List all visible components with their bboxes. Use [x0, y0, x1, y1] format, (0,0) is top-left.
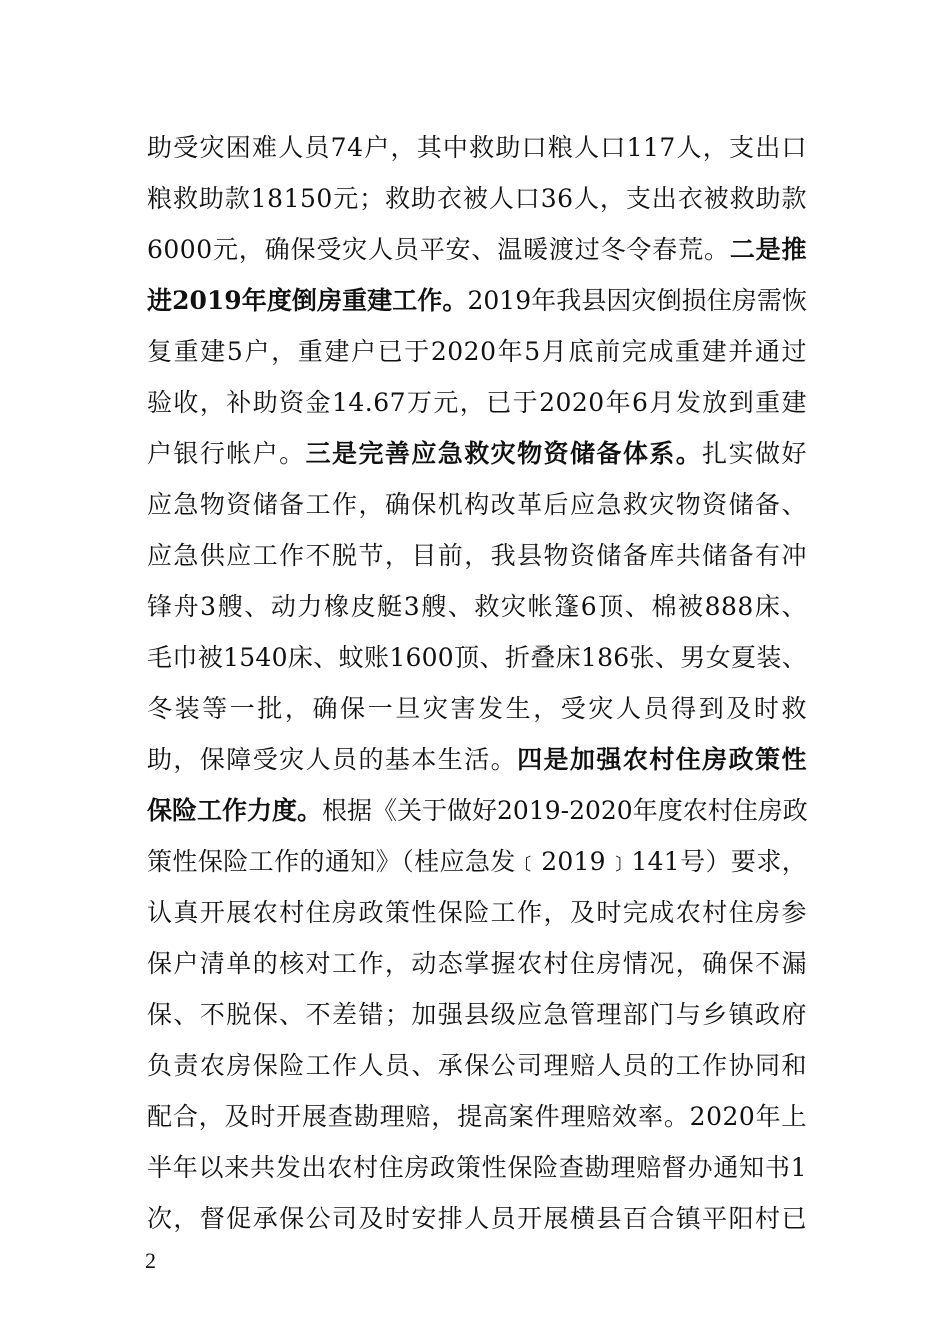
body-text: 根据《关于做好2019-2020年度农村住房政: [322, 796, 808, 825]
body-line: [147, 895, 807, 931]
body-line: [147, 793, 807, 829]
body-line: [147, 946, 807, 982]
body-text: 冬装等一批，确保一旦灾害发生，受灾人员得到及时救: [147, 694, 807, 723]
body-line: [147, 844, 807, 880]
body-text: 认真开展农村住房政策性保险工作，及时完成农村住房参: [147, 898, 807, 927]
bold-heading-text: 保险工作力度。: [147, 796, 323, 825]
body-line: [147, 589, 807, 625]
body-text: 毛巾被1540床、蚊账1600顶、折叠床186张、男女夏装、: [147, 643, 807, 672]
body-line: [147, 130, 807, 166]
body-text: 次，督促承保公司及时安排人员开展横县百合镇平阳村已: [147, 1204, 807, 1233]
body-text: 半年以来共发出农村住房政策性保险查勘理赔督办通知书1: [147, 1153, 807, 1182]
bold-heading-text: 二是推: [729, 235, 807, 264]
body-text: 扎实做好: [702, 439, 807, 468]
body-text: 负责农房保险工作人员、承保公司理赔人员的工作协同和: [147, 1051, 807, 1080]
body-text: 保户清单的核对工作，动态掌握农村住房情况，确保不漏: [147, 949, 807, 978]
bold-heading-text: 三是完善应急救灾物资储备体系。: [305, 439, 703, 468]
body-line: [147, 232, 807, 268]
body-line: [147, 640, 807, 676]
body-line: [147, 283, 807, 319]
bold-heading-text: 四是加强农村住房政策性: [517, 745, 807, 774]
body-text: 策性保险工作的通知》（桂应急发﹝2019﹞141号）要求，: [147, 847, 807, 876]
body-text: 配合，及时开展查勘理赔，提高案件理赔效率。2020年上: [147, 1102, 807, 1131]
body-line: [147, 1150, 807, 1186]
body-line: [147, 334, 807, 370]
body-text: 锋舟3艘、动力橡皮艇3艘、救灾帐篷6顶、棉被888床、: [147, 592, 807, 621]
bold-heading-text: 进2019年度倒房重建工作。: [147, 286, 468, 315]
body-line: [147, 1048, 807, 1084]
body-text: 验收，补助资金14.67万元，已于2020年6月发放到重建: [147, 388, 807, 417]
body-text: 应急物资储备工作，确保机构改革后应急救灾物资储备、: [147, 490, 807, 519]
body-line: [147, 691, 807, 727]
body-line: [147, 1099, 807, 1135]
body-line: [147, 385, 807, 421]
body-line: [147, 1201, 807, 1237]
body-line: [147, 487, 807, 523]
body-text: 2019年我县因灾倒损住房需恢: [467, 286, 807, 315]
body-text: 粮救助款18150元；救助衣被人口36人，支出衣被救助款: [147, 184, 807, 213]
page-number: 2: [145, 1248, 156, 1273]
body-text: 应急供应工作不脱节，目前，我县物资储备库共储备有冲: [147, 541, 807, 570]
body-line: [147, 742, 807, 778]
body-line: [147, 997, 807, 1033]
body-text: 6000元，确保受灾人员平安、温暖渡过冬令春荒。: [147, 235, 730, 264]
body-line: [147, 436, 807, 472]
body-text: 户银行帐户。: [147, 439, 306, 468]
body-text: 助，保障受灾人员的基本生活。: [147, 745, 518, 774]
body-text: 保、不脱保、不差错；加强县级应急管理部门与乡镇政府: [147, 1000, 807, 1029]
body-text: 助受灾困难人员74户，其中救助口粮人口117人，支出口: [147, 133, 807, 162]
body-line: [147, 538, 807, 574]
body-line: [147, 181, 807, 217]
body-text: 复重建5户，重建户已于2020年5月底前完成重建并通过: [147, 337, 807, 366]
